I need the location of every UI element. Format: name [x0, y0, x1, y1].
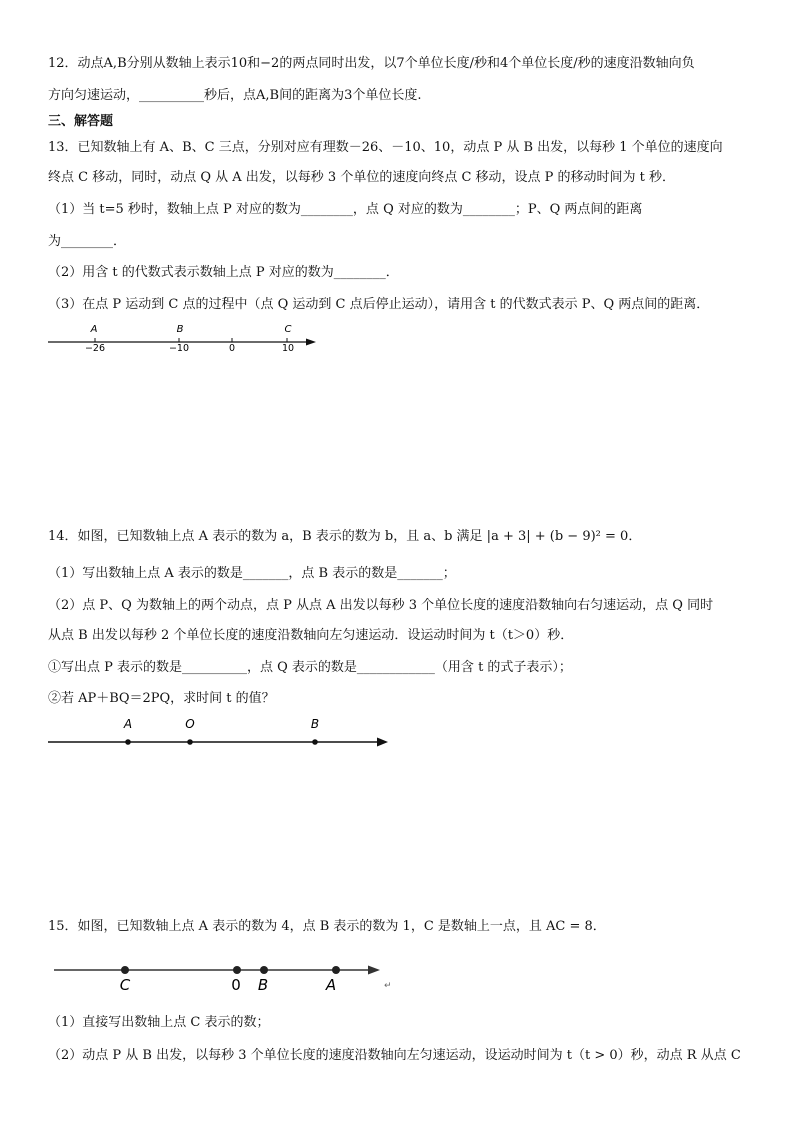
q13-tick-neg26: −26 [84, 343, 106, 354]
q12-line-2: 方向匀速运动，__________秒后，点A,B间的距离为3个单位长度. [48, 88, 422, 103]
q13-part-3: （3）在点 P 运动到 C 点的过程中（点 Q 运动到 C 点后停止运动），请用含 t 的代数式表示 P、Q 两点间的距离． [48, 297, 710, 312]
q14-line-1: 14．如图，已知数轴上点 A 表示的数为 a，B 表示的数为 b，且 a、b 满足 |a + 3| + (b − 9)² = 0． [48, 529, 642, 544]
q13-label-b: B [176, 324, 184, 335]
q15-number-line [44, 955, 404, 1000]
q14-label-o: O [185, 717, 195, 731]
q13-part-1b: 为________． [48, 234, 127, 249]
q15-part-1: （1）直接写出数轴上点 C 表示的数； [48, 1015, 270, 1030]
q14-number-line [40, 710, 400, 755]
q15-line-1: 15．如图，已知数轴上点 A 表示的数为 4，点 B 表示的数为 1，C 是数轴上一点，且 AC = 8． [48, 919, 606, 934]
q15-label-c: C [119, 976, 131, 994]
q14-sub-1: ①写出点 P 表示的数是__________，点 Q 表示的数是____________（用含 t 的式子表示）； [48, 660, 572, 675]
q13-line-1: 13．已知数轴上有 A、B、C 三点，分别对应有理数－26、－10、10，动点 P 从 B 出发，以每秒 1 个单位的速度向 [48, 140, 723, 155]
q15-label-b: B [257, 976, 269, 994]
q13-tick-0: 0 [228, 343, 236, 354]
q13-part-1a: （1）当 t=5 秒时，数轴上点 P 对应的数为________，点 Q 对应的数为________；P、Q 两点间的距离 [48, 202, 643, 217]
q13-tick-neg10: −10 [168, 343, 190, 354]
paragraph-mark: ↵ [384, 981, 392, 991]
q13-part-2: （2）用含 t 的代数式表示数轴上点 P 对应的数为________． [48, 265, 399, 280]
q13-label-c: C [284, 324, 292, 335]
q14-part-1: （1）写出数轴上点 A 表示的数是_______，点 B 表示的数是_______； [48, 566, 456, 581]
section-heading: 三、解答题 [48, 114, 114, 129]
q14-part-2b: 从点 B 出发以每秒 2 个单位长度的速度沿数轴向左匀速运动．设运动时间为 t（t＞0）秒． [48, 628, 574, 643]
q14-label-a: A [123, 717, 133, 731]
q14-label-b: B [310, 717, 320, 731]
q15-label-0: 0 [231, 976, 241, 994]
q13-label-a: A [90, 324, 98, 335]
q15-part-2: （2）动点 P 从 B 出发，以每秒 3 个单位长度的速度沿数轴向左匀速运动，设运动时间为 t（t > 0）秒，动点 R 从点 C [48, 1048, 741, 1063]
q15-label-a: A [325, 976, 337, 994]
q14-part-2a: （2）点 P、Q 为数轴上的两个动点，点 P 从点 A 出发以每秒 3 个单位长度的速度沿数轴向右匀速运动，点 Q 同时 [48, 598, 714, 613]
q13-number-line [40, 318, 330, 358]
q13-line-2: 终点 C 移动，同时，动点 Q 从 A 出发，以每秒 3 个单位的速度向终点 C 移动，设点 P 的移动时间为 t 秒． [48, 170, 676, 185]
q13-tick-10: 10 [281, 343, 295, 354]
q14-sub-2: ②若 AP＋BQ＝2PQ，求时间 t 的值？ [48, 691, 275, 706]
q12-line-1: 12．动点A,B分别从数轴上表示10和−2的两点同时出发，以7个单位长度/秒和4个单位长度/秒的速度沿数轴向负 [48, 56, 695, 71]
